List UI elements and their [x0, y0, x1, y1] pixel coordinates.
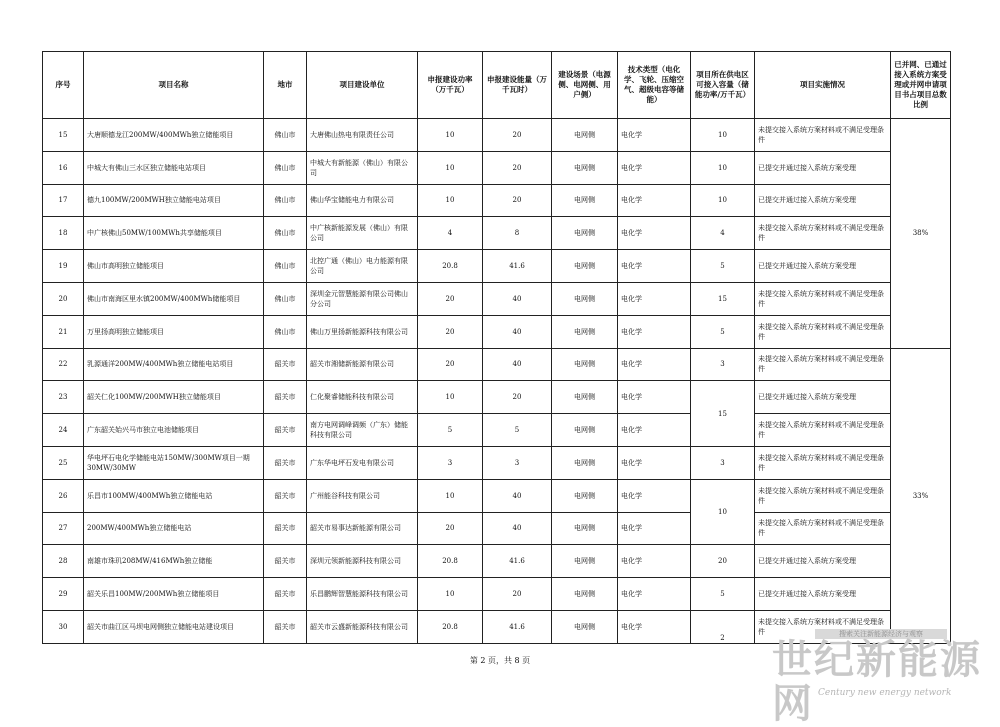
- cell-unit: 中广核新能源发展（佛山）有限公司: [307, 217, 418, 250]
- cell-energy: 41.6: [483, 545, 552, 578]
- cell-seq: 18: [43, 217, 84, 250]
- cell-seq: 19: [43, 250, 84, 283]
- ratio-foshan: 38%: [891, 119, 951, 349]
- cell-status: 已提交并通过接入系统方案受理: [755, 184, 891, 217]
- cell-scene: 电网侧: [552, 119, 618, 152]
- cell-scene: 电网侧: [552, 414, 618, 447]
- cell-power: 20.8: [418, 545, 483, 578]
- cell-energy: 41.6: [483, 610, 552, 643]
- cell-power: 10: [418, 578, 483, 611]
- cell-capacity: 5: [691, 578, 755, 611]
- table-row: [43, 479, 951, 512]
- cell-name: 韶关仁化100MW/200MWH独立储能项目: [84, 381, 264, 414]
- table-row: [43, 578, 951, 611]
- cell-scene: 电网侧: [552, 151, 618, 184]
- cell-city: 韶关市: [264, 545, 307, 578]
- cell-tech: 电化学: [618, 578, 691, 611]
- cell-energy: 20: [483, 119, 552, 152]
- cell-status: 未提交接入系统方案材料或不满足受理条件: [755, 282, 891, 315]
- table-row: [43, 348, 951, 381]
- cell-scene: 电网侧: [552, 315, 618, 348]
- cell-seq: 23: [43, 381, 84, 414]
- cell-energy: 8: [483, 217, 552, 250]
- cell-unit: 仁化聚睿储能科技有限公司: [307, 381, 418, 414]
- cell-unit: 乐昌鹏辉智慧能源科技有限公司: [307, 578, 418, 611]
- cell-unit: 韶关市易事达新能源有限公司: [307, 512, 418, 545]
- cell-seq: 16: [43, 151, 84, 184]
- cell-power: 20.8: [418, 610, 483, 643]
- cell-power: 4: [418, 217, 483, 250]
- col-seq: 序号: [43, 52, 84, 119]
- cell-energy: 40: [483, 479, 552, 512]
- cell-seq: 24: [43, 414, 84, 447]
- project-table: [42, 51, 951, 644]
- cell-energy: 20: [483, 578, 552, 611]
- cell-tech: 电化学: [618, 119, 691, 152]
- table-row: [43, 545, 951, 578]
- cell-name: 佛山市高明独立储能项目: [84, 250, 264, 283]
- col-name: 项目名称: [84, 52, 264, 119]
- table-row: [43, 217, 951, 250]
- cell-city: 韶关市: [264, 414, 307, 447]
- ratio-shaoguan: 33%: [891, 348, 951, 643]
- cell-seq: 15: [43, 119, 84, 152]
- cell-capacity: 20: [691, 545, 755, 578]
- cell-status: 已提交并通过接入系统方案受理: [755, 578, 891, 611]
- cell-capacity: 10: [691, 119, 755, 152]
- cell-status: 未提交接入系统方案材料或不满足受理条件: [755, 348, 891, 381]
- cell-name: 华电坪石电化学储能电站150MW/300MW项目一期30MW/30MW: [84, 446, 264, 479]
- cell-energy: 5: [483, 414, 552, 447]
- cell-name: 德九100MW/200MWH独立储能电站项目: [84, 184, 264, 217]
- cell-unit: 韶关市湘储新能源有限公司: [307, 348, 418, 381]
- cell-name: 乳源通洋200MW/400MWh独立储能电站项目: [84, 348, 264, 381]
- cell-city: 韶关市: [264, 348, 307, 381]
- cell-capacity: 2: [691, 610, 755, 643]
- cell-seq: 27: [43, 512, 84, 545]
- cell-city: 佛山市: [264, 119, 307, 152]
- table-row: [43, 446, 951, 479]
- header-row: [43, 52, 951, 119]
- cell-energy: 40: [483, 348, 552, 381]
- cell-status: 已提交并通过接入系统方案受理: [755, 545, 891, 578]
- cell-power: 20: [418, 282, 483, 315]
- cell-tech: 电化学: [618, 348, 691, 381]
- cell-capacity: 3: [691, 348, 755, 381]
- cell-capacity: 10: [691, 184, 755, 217]
- cell-name: 中城大有佛山三水区独立储能电站项目: [84, 151, 264, 184]
- cell-name: 韶关市曲江区马坝电网侧独立储能电站建设项目: [84, 610, 264, 643]
- cell-tech: 电化学: [618, 414, 691, 447]
- cell-status: 已提交并通过接入系统方案受理: [755, 151, 891, 184]
- cell-power: 20: [418, 315, 483, 348]
- cell-power: 10: [418, 184, 483, 217]
- cell-tech: 电化学: [618, 545, 691, 578]
- cell-unit: 广东华电坪石发电有限公司: [307, 446, 418, 479]
- col-scene: 建设场景（电源侧、电网侧、用户侧）: [552, 52, 618, 119]
- cell-scene: 电网侧: [552, 381, 618, 414]
- cell-city: 韶关市: [264, 610, 307, 643]
- cell-tech: 电化学: [618, 282, 691, 315]
- cell-capacity: 5: [691, 250, 755, 283]
- cell-unit: 韶关市云盛新能源科技有限公司: [307, 610, 418, 643]
- cell-status: 未提交接入系统方案材料或不满足受理条件: [755, 479, 891, 512]
- cell-tech: 电化学: [618, 250, 691, 283]
- cell-scene: 电网侧: [552, 184, 618, 217]
- cell-capacity: 15: [691, 282, 755, 315]
- cell-tech: 电化学: [618, 512, 691, 545]
- cell-power: 20: [418, 512, 483, 545]
- cell-status: 未提交接入系统方案材料或不满足受理条件: [755, 414, 891, 447]
- cell-status: 未提交接入系统方案材料或不满足受理条件: [755, 512, 891, 545]
- cell-seq: 26: [43, 479, 84, 512]
- cell-power: 10: [418, 479, 483, 512]
- cell-name: 南雄市珠玑208MW/416MWh独立储能: [84, 545, 264, 578]
- cell-power: 10: [418, 381, 483, 414]
- cell-city: 佛山市: [264, 282, 307, 315]
- cell-name: 中广核佛山50MW/100MWh共享储能项目: [84, 217, 264, 250]
- cell-power: 10: [418, 151, 483, 184]
- cell-scene: 电网侧: [552, 348, 618, 381]
- cell-scene: 电网侧: [552, 250, 618, 283]
- col-tech: 技术类型（电化学、飞轮、压缩空气、超级电容等储能）: [618, 52, 691, 119]
- cell-seq: 25: [43, 446, 84, 479]
- cell-name: 广东韶关始兴马市独立电池储能项目: [84, 414, 264, 447]
- watermark-banner: 搜索关注新能源经济与观察: [815, 629, 947, 639]
- cell-city: 佛山市: [264, 217, 307, 250]
- cell-unit: 佛山万里扬新能源科技有限公司: [307, 315, 418, 348]
- cell-unit: 北控广通（佛山）电力能源有限公司: [307, 250, 418, 283]
- col-city: 地市: [264, 52, 307, 119]
- col-ratio: 已并网、已通过接入系统方案受理或并网申请项目书占项目总数比例: [891, 52, 951, 119]
- cell-city: 佛山市: [264, 250, 307, 283]
- watermark-logo: 世纪新能源网: [772, 637, 982, 727]
- cell-scene: 电网侧: [552, 578, 618, 611]
- col-energy: 申报建设能量（万千瓦时）: [483, 52, 552, 119]
- cell-status: 已提交并通过接入系统方案受理: [755, 381, 891, 414]
- table-row: [43, 282, 951, 315]
- table-row: [43, 184, 951, 217]
- watermark-subtitle: Century new energy network: [818, 688, 952, 698]
- cell-seq: 21: [43, 315, 84, 348]
- cell-name: 乐昌市100MW/400MWh独立储能电站: [84, 479, 264, 512]
- cell-status: 未提交接入系统方案材料或不满足受理条件: [755, 315, 891, 348]
- cell-energy: 20: [483, 184, 552, 217]
- cell-unit: 南方电网调峰调频（广东）储能科技有限公司: [307, 414, 418, 447]
- col-unit: 项目建设单位: [307, 52, 418, 119]
- cell-capacity: 3: [691, 446, 755, 479]
- cell-scene: 电网侧: [552, 217, 618, 250]
- cell-status: 未提交接入系统方案材料或不满足受理条件: [755, 446, 891, 479]
- cell-status: 未提交接入系统方案材料或不满足受理条件: [755, 610, 891, 643]
- cell-capacity: 10: [691, 479, 755, 545]
- cell-energy: 40: [483, 282, 552, 315]
- col-capacity: 项目所在供电区可接入容量（储能功率/万千瓦）: [691, 52, 755, 119]
- page-footer: 第 2 页，共 8 页: [469, 656, 531, 665]
- cell-status: 未提交接入系统方案材料或不满足受理条件: [755, 217, 891, 250]
- table-row: [43, 315, 951, 348]
- cell-tech: 电化学: [618, 151, 691, 184]
- cell-power: 3: [418, 446, 483, 479]
- cell-scene: 电网侧: [552, 282, 618, 315]
- cell-seq: 20: [43, 282, 84, 315]
- cell-tech: 电化学: [618, 217, 691, 250]
- cell-name: 万里扬高明独立储能项目: [84, 315, 264, 348]
- cell-tech: 电化学: [618, 446, 691, 479]
- cell-unit: 深圳元领新能源科技有限公司: [307, 545, 418, 578]
- col-power: 申报建设功率（万千瓦）: [418, 52, 483, 119]
- cell-seq: 29: [43, 578, 84, 611]
- cell-energy: 20: [483, 381, 552, 414]
- cell-seq: 22: [43, 348, 84, 381]
- table-row: [43, 414, 951, 447]
- cell-city: 韶关市: [264, 479, 307, 512]
- cell-power: 20: [418, 348, 483, 381]
- cell-city: 佛山市: [264, 184, 307, 217]
- cell-status: 已提交并通过接入系统方案受理: [755, 250, 891, 283]
- cell-name: 韶关乐昌100MW/200MWh独立储能项目: [84, 578, 264, 611]
- cell-city: 韶关市: [264, 381, 307, 414]
- cell-scene: 电网侧: [552, 545, 618, 578]
- cell-unit: 大唐佛山热电有限责任公司: [307, 119, 418, 152]
- cell-power: 20.8: [418, 250, 483, 283]
- cell-unit: 佛山华宝储能电力有限公司: [307, 184, 418, 217]
- cell-unit: 中城大有新能源（佛山）有限公司: [307, 151, 418, 184]
- table-row: [43, 250, 951, 283]
- cell-scene: 电网侧: [552, 446, 618, 479]
- cell-name: 200MW/400MWh独立储能电站: [84, 512, 264, 545]
- table-row: [43, 151, 951, 184]
- cell-tech: 电化学: [618, 184, 691, 217]
- cell-tech: 电化学: [618, 610, 691, 643]
- cell-scene: 电网侧: [552, 479, 618, 512]
- cell-capacity: 15: [691, 381, 755, 447]
- cell-seq: 28: [43, 545, 84, 578]
- cell-tech: 电化学: [618, 479, 691, 512]
- cell-energy: 3: [483, 446, 552, 479]
- cell-city: 佛山市: [264, 151, 307, 184]
- cell-capacity: 4: [691, 217, 755, 250]
- table-row: [43, 512, 951, 545]
- cell-city: 韶关市: [264, 446, 307, 479]
- cell-unit: 深圳金元智慧能源有限公司佛山分公司: [307, 282, 418, 315]
- cell-power: 5: [418, 414, 483, 447]
- table-row: [43, 381, 951, 414]
- table-row: [43, 119, 951, 152]
- cell-seq: 30: [43, 610, 84, 643]
- cell-scene: 电网侧: [552, 512, 618, 545]
- cell-seq: 17: [43, 184, 84, 217]
- cell-tech: 电化学: [618, 381, 691, 414]
- cell-capacity: 5: [691, 315, 755, 348]
- cell-capacity: 10: [691, 151, 755, 184]
- cell-energy: 40: [483, 315, 552, 348]
- cell-power: 10: [418, 119, 483, 152]
- cell-name: 佛山市南海区里水镇200MW/400MWh储能项目: [84, 282, 264, 315]
- cell-city: 佛山市: [264, 315, 307, 348]
- cell-energy: 20: [483, 151, 552, 184]
- cell-unit: 广州能谷科技有限公司: [307, 479, 418, 512]
- col-status: 项目实施情况: [755, 52, 891, 119]
- cell-tech: 电化学: [618, 315, 691, 348]
- cell-energy: 40: [483, 512, 552, 545]
- cell-energy: 41.6: [483, 250, 552, 283]
- cell-name: 大唐顺德龙江200MW/400MWh独立储能项目: [84, 119, 264, 152]
- cell-city: 韶关市: [264, 512, 307, 545]
- cell-scene: 电网侧: [552, 610, 618, 643]
- cell-city: 韶关市: [264, 578, 307, 611]
- cell-status: 未提交接入系统方案材料或不满足受理条件: [755, 119, 891, 152]
